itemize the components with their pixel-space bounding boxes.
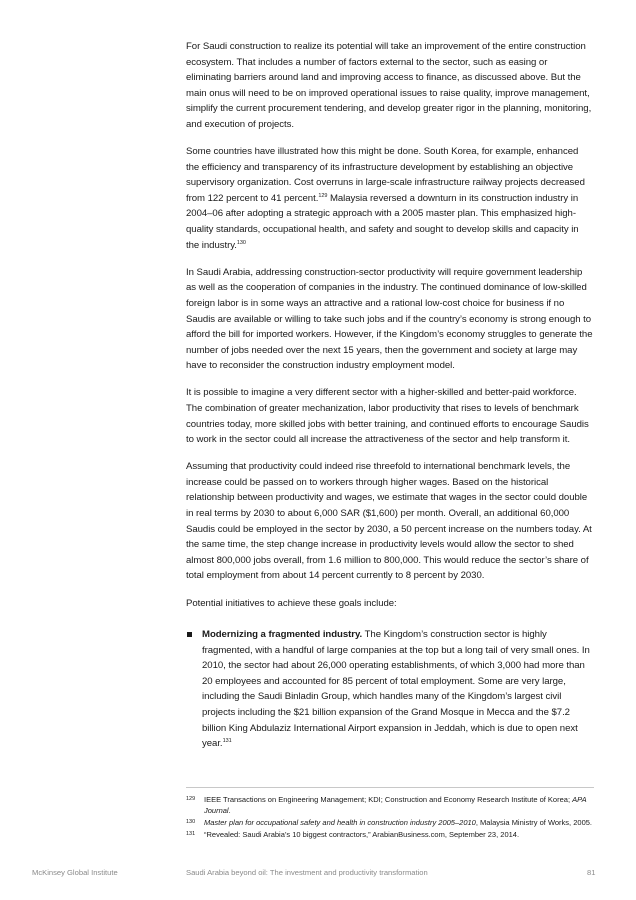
footnote-text: “Revealed: Saudi Arabia’s 10 biggest contractors,” ArabianBusiness.com, September 23, 2014. (204, 830, 520, 840)
bullet-heading: Modernizing a fragmented industry. (202, 629, 363, 641)
footnote-italic: APA Journal (204, 795, 587, 815)
footnotes (186, 795, 594, 843)
footer-title: Saudi Arabia beyond oil: The investment and productivity transformation (186, 868, 428, 877)
footnote-number: 131 (186, 831, 196, 838)
footnote-tail: , Malaysia Ministry of Works, 2005. (475, 818, 592, 828)
footnote (186, 795, 594, 817)
paragraph: It is possible to imagine a very different sector with a higher-skilled and better-paid workforce. The combination of greater mechanization, labor productivity that rises to levels of benchmark countries today, more skilled jobs with better training, and continued efforts to encourage Saudis to work in the sector could all increase the attractiveness of the sector and help transform it. (186, 387, 589, 446)
footnote-ref[interactable]: 129 (318, 192, 328, 199)
bullet-text: The Kingdom’s construction sector is highly fragmented, with a handful of large companies at the top but a long tail of very small ones. In 2010, the sector had about 26,000 operating establishments, of which 3,000 had more than 20 employees and accounted for 85 percent of total employment. Some are very large, including the Saudi Binladin Group, which handles many of the Kingdom’s largest civil projects including the $21 billion expansion of the Grand Mosque in Mecca and the $7.2 billion King Abdulaziz International Airport expansion in Jeddah, which is due to open next year. (202, 629, 590, 750)
page-number: 81 (587, 868, 596, 877)
footnote-number: 130 (186, 819, 196, 826)
paragraph-text: Some countries have illustrated how this might be done. South Korea, for example, enhanced the efficiency and transparency of its infrastructure development by establishing an objective supervisory organization. Cost overruns in large-scale infrastructure railway projects decreased from 122 percent to 41 percent. (186, 146, 585, 204)
footnote-tail: . (228, 805, 231, 815)
footnote (186, 830, 594, 841)
paragraph: Assuming that productivity could indeed rise threefold to international benchmark levels, the increase could be passed on to workers through higher wages. Based on the historical relationship between productivity and wages, we estimate that wages in the sector could double in real terms by 2030 to about 6,000 SAR ($1,600) per month. Overall, an additional 60,000 Saudis could be employed in the sector by 2030, a 50 percent increase on the numbers today. At the same time, the step change increase in productivity levels would allow the sector to shed almost 800,000 jobs overall, from 1.6 million to 800,000. This would reduce the sector’s share of total employment from about 14 percent currently to 8 percent by 2030. (186, 461, 592, 582)
footnote-text: IEEE Transactions on Engineering Management; KDI; Construction and Economy Research Institute of Korea; (204, 795, 573, 804)
footnote-number: 129 (186, 796, 196, 802)
paragraph: Potential initiatives to achieve these goals include: (186, 597, 397, 609)
bullet-item (186, 627, 594, 752)
footnote (186, 818, 594, 829)
footer-publisher: McKinsey Global Institute (32, 868, 118, 877)
footnote-italic: Master plan for occupational safety and health in construction industry 2005–2010 (204, 818, 476, 828)
footnote-ref[interactable]: 130 (236, 239, 246, 246)
paragraph: In Saudi Arabia, addressing construction-sector productivity will require government leadership as well as the cooperation of companies in the industry. The continued dominance of low-skilled foreign labor is in some ways an attractive and a rational low-cost choice for business if no Saudis are available or willing to take such jobs and if the country’s economy is strong enough to afford the bill for imported workers. However, if the Kingdom’s economy struggles to generate the number of jobs needed over the next 15 years, then the government and society at large may have to reconsider the construction industry employment model. (186, 266, 593, 372)
paragraph: For Saudi construction to realize its potential will take an improvement of the entire construction ecosystem. That includes a number of factors external to the sector, such as easing or eliminating barriers around land and improving access to finance, as discussed above. But the main onus will need to be on improved operational issues to raise quality, improve management, simplify the current procurement tendering, and develop greater rigor in the planning, monitoring, and execution of projects. (186, 41, 592, 130)
footnote-divider (186, 787, 594, 788)
paragraph (186, 144, 594, 253)
footnote-ref[interactable]: 131 (222, 738, 232, 745)
main-text (186, 39, 594, 763)
paragraph-text: Malaysia reversed a downturn in its construction industry in 2004–06 after adopting a strategic approach with a 2005 master plan. This emphasized high-quality standards, occupational health, and safety and sought to develop skills and capacity in the industry. (186, 192, 579, 251)
square-bullet-icon (187, 632, 192, 637)
